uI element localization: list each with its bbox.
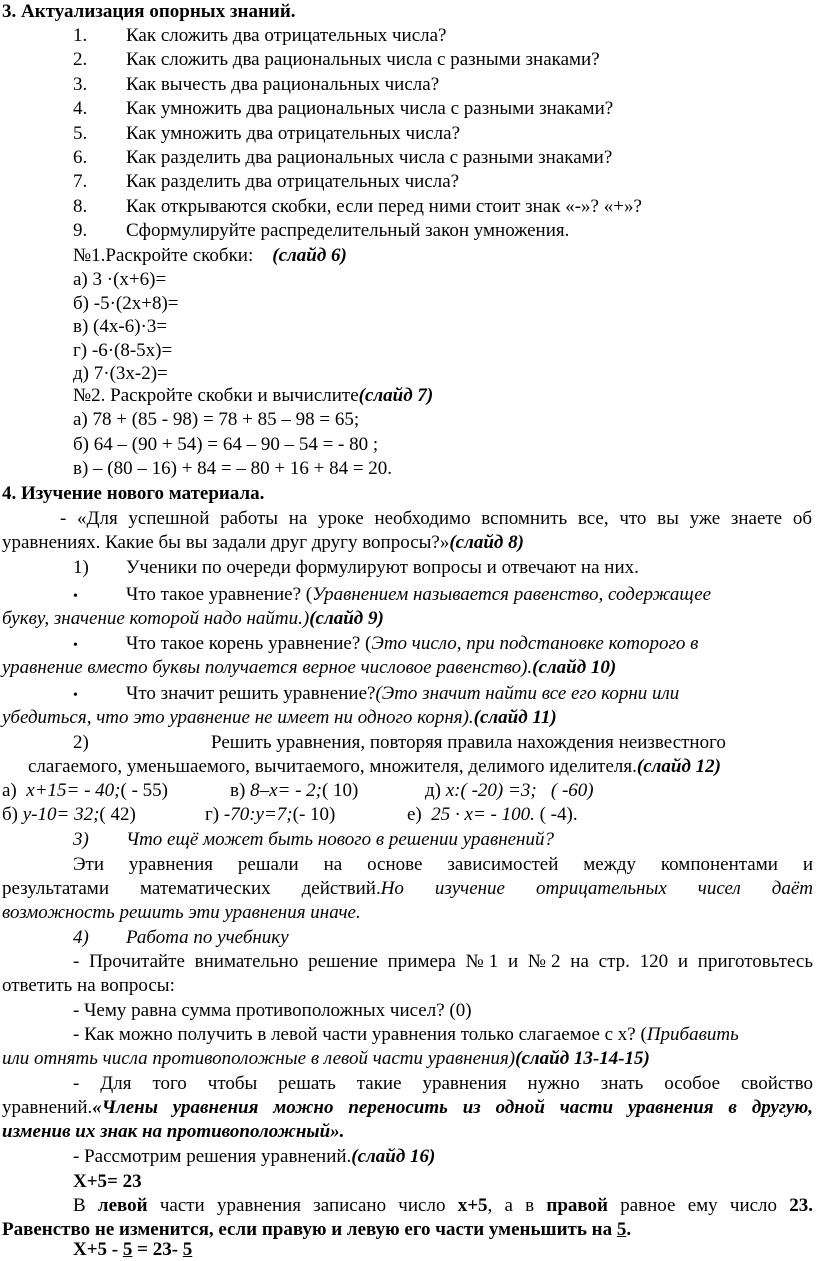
- main-equation: Х+5= 23: [73, 1171, 142, 1192]
- task1-item: б) -5·(2х+8)=: [73, 292, 179, 314]
- bullet-icon: •: [73, 589, 78, 604]
- question-item: 8. Как открываются скобки, если перед ними стоит знак «-»? «+»?: [73, 195, 642, 217]
- equations-row-2: б) у-10= 32;( 42): [2, 804, 136, 825]
- section3-heading: 3. Актуализация опорных знаний.: [2, 1, 296, 22]
- task1-item: в) (4х-6)·3=: [73, 316, 168, 337]
- step2-line2: слагаемого, уменьшаемого, вычитаемого, множителя, делимого иделителя.(слайд 12): [28, 756, 721, 777]
- read-line-2: ответить на вопросы:: [2, 975, 175, 996]
- question-item: 1. Как сложить два отрицательных числа?: [73, 25, 447, 46]
- task2-item: а) 78 + (85 - 98) = 78 + 85 – 98 = 65;: [73, 409, 360, 430]
- question-item: 3. Как вычесть два рациональных числа?: [73, 73, 440, 95]
- question-item: 5. Как умножить два отрицательных числа?: [73, 122, 461, 144]
- bullet-icon: •: [73, 638, 78, 653]
- bullet1-line1: • Что такое уравнение? (Уравнением называется равенство, содержащее: [73, 583, 813, 608]
- property-line3: изменив их знак на противоположный».: [2, 1121, 345, 1142]
- task1-item: г) -6·(8-5х)=: [73, 339, 173, 361]
- step4: 4) Работа по учебнику: [73, 927, 289, 948]
- task1-item: д) 7·(3х-2)=: [73, 363, 168, 384]
- intro-line-2: уравнениях. Какие бы вы задали друг другу вопросы?»(слайд 8): [2, 532, 524, 553]
- equations-row-1-v: в) 8–х= - 2;( 10): [230, 780, 359, 801]
- question-item: 6. Как разделить два рациональных числа с разными знаками?: [73, 147, 613, 168]
- para1-line3: возможность решить эти уравнения иначе.: [2, 902, 361, 923]
- bullet-icon: •: [73, 688, 78, 703]
- question-item: 7. Как разделить два отрицательных числа?: [73, 171, 460, 193]
- intro-line-1: - «Для успешной работы на уроке необходимо вспомнить все, что вы уже знаете об: [60, 508, 812, 529]
- step2-line1: 2) Решить уравнения, повторяя правила нахождения неизвестного: [73, 732, 726, 753]
- step3: 3) Что ещё может быть нового в решении уравнений?: [73, 829, 554, 850]
- step1: 1) Ученики по очереди формулируют вопросы и отвечают на них.: [73, 557, 639, 578]
- task2-item: б) 64 – (90 + 54) = 64 – 90 – 54 = - 80 ;: [73, 433, 379, 455]
- question-item: 9. Сформулируйте распределительный закон умножения.: [73, 220, 570, 242]
- question-left-line1: - Как можно получить в левой части уравнения только слагаемое с х? (Прибавить: [73, 1024, 739, 1045]
- bullet2-line1: • Что такое корень уравнение? (Это число, при подстановке которого в: [73, 632, 698, 657]
- section4-heading: 4. Изучение нового материала.: [2, 483, 265, 504]
- equations-row-1-d: д) х:( -20) =3; ( -60): [425, 780, 594, 801]
- explanation-line2: Равенство не изменится, если правую и левую его части уменьшить на 5.: [2, 1219, 632, 1240]
- explanation-line1: В левой части уравнения записано число х+5, а в правой равное ему число 23.: [73, 1195, 814, 1216]
- question-item: 2. Как сложить два рациональных числа с разными знаками?: [73, 49, 600, 71]
- para1-line1: Эти уравнения решали на основе зависимостей между компонентами и: [73, 854, 813, 875]
- consider-line: - Рассмотрим решения уравнений.(слайд 16): [73, 1146, 436, 1167]
- task2-title: №2. Раскройте скобки и вычислите(слайд 7): [73, 385, 434, 406]
- task1-item: а) 3 ·(х+6)=: [73, 269, 167, 290]
- final-equation: Х+5 - 5 = 23- 5: [73, 1239, 193, 1260]
- bullet3-line2: убедиться, что это уравнение не имеет ни одного корня).(слайд 11): [2, 707, 557, 728]
- property-line1: - Для того чтобы решать такие уравнения нужно знать особое свойство: [73, 1073, 813, 1094]
- question-item: 4. Как умножить два рациональных числа с разными знаками?: [73, 98, 614, 120]
- question-sum: - Чему равна сумма противоположных чисел? (0): [73, 1000, 472, 1021]
- bullet1-line2: букву, значение которой надо найти.)(слайд 9): [2, 608, 384, 629]
- bullet3-line1: • Что значит решить уравнение?(Это значит найти все его корни или: [73, 682, 679, 707]
- question-left-line2: или отнять числа противоположные в левой части уравнения)(слайд 13-14-15): [2, 1048, 650, 1069]
- read-line-1: - Прочитайте внимательно решение примера №1 и №2 на стр. 120 и приготовьтесь: [73, 951, 813, 972]
- equations-row-1: а) х+15= - 40;( - 55): [2, 780, 168, 801]
- equations-row-2-g: г) -70:у=7;(- 10): [205, 804, 336, 825]
- bullet2-line2: уравнение вместо буквы получается верное числовое равенство).(слайд 10): [2, 657, 617, 678]
- equations-row-2-e: е) 25 · х= - 100. ( -4).: [407, 804, 578, 825]
- para1-line2: результатами математических действий.Но изучение отрицательных чисел даёт: [2, 878, 813, 899]
- property-line2: уравнений.«Члены уравнения можно переносить из одной части уравнения в другую,: [2, 1097, 813, 1118]
- task1-title: №1.Раскройте скобки: (слайд 6): [73, 245, 347, 266]
- task2-item: в) – (80 – 16) + 84 = – 80 + 16 + 84 = 20.: [73, 458, 393, 479]
